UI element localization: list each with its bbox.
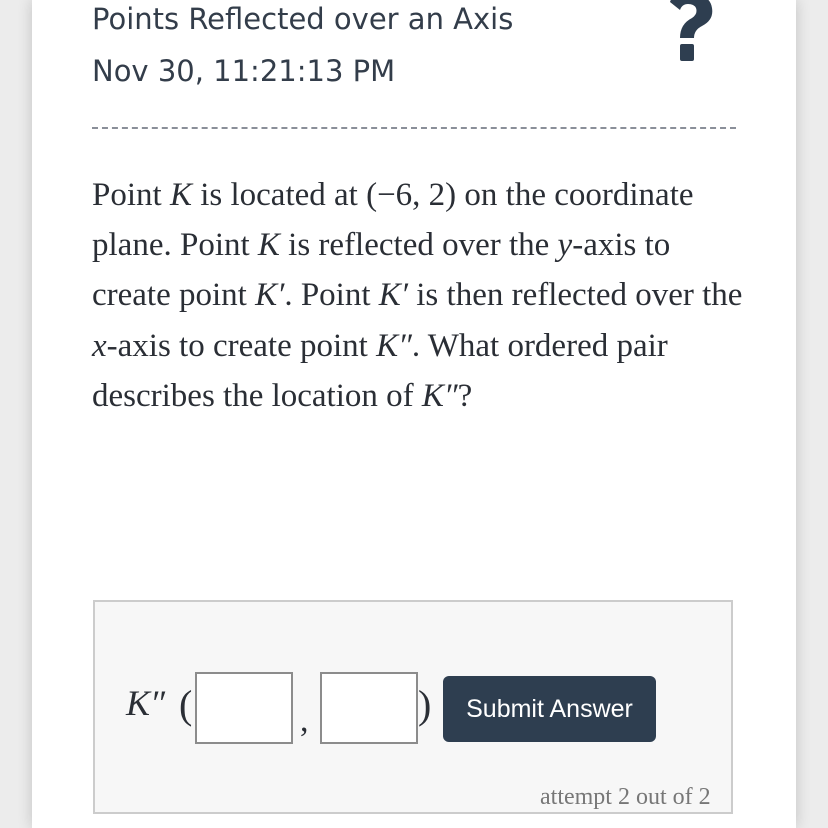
coordinate-comma: , (300, 702, 309, 739)
y-coordinate-input[interactable] (320, 672, 418, 744)
answer-point-label: K″ (126, 683, 166, 723)
submit-answer-button[interactable]: Submit Answer (443, 676, 656, 742)
close-paren: ) (418, 682, 432, 727)
header-divider (92, 127, 736, 129)
assignment-title: Points Reflected over an Axis (92, 2, 514, 36)
problem-statement: Point K is located at (−6, 2) on the coordinate plane. Point K is reflected over the y-axis to create point K′. Point K′ is then reflected over the x-axis to create point K″. What ordered pair describes the location of K″? (92, 177, 743, 414)
open-paren: ( (179, 682, 193, 727)
question-mark-icon[interactable] (660, 0, 720, 66)
timestamp: Nov 30, 11:21:13 PM (92, 54, 396, 88)
x-coordinate-input[interactable] (195, 672, 293, 744)
attempt-counter: attempt 2 out of 2 (540, 784, 711, 810)
